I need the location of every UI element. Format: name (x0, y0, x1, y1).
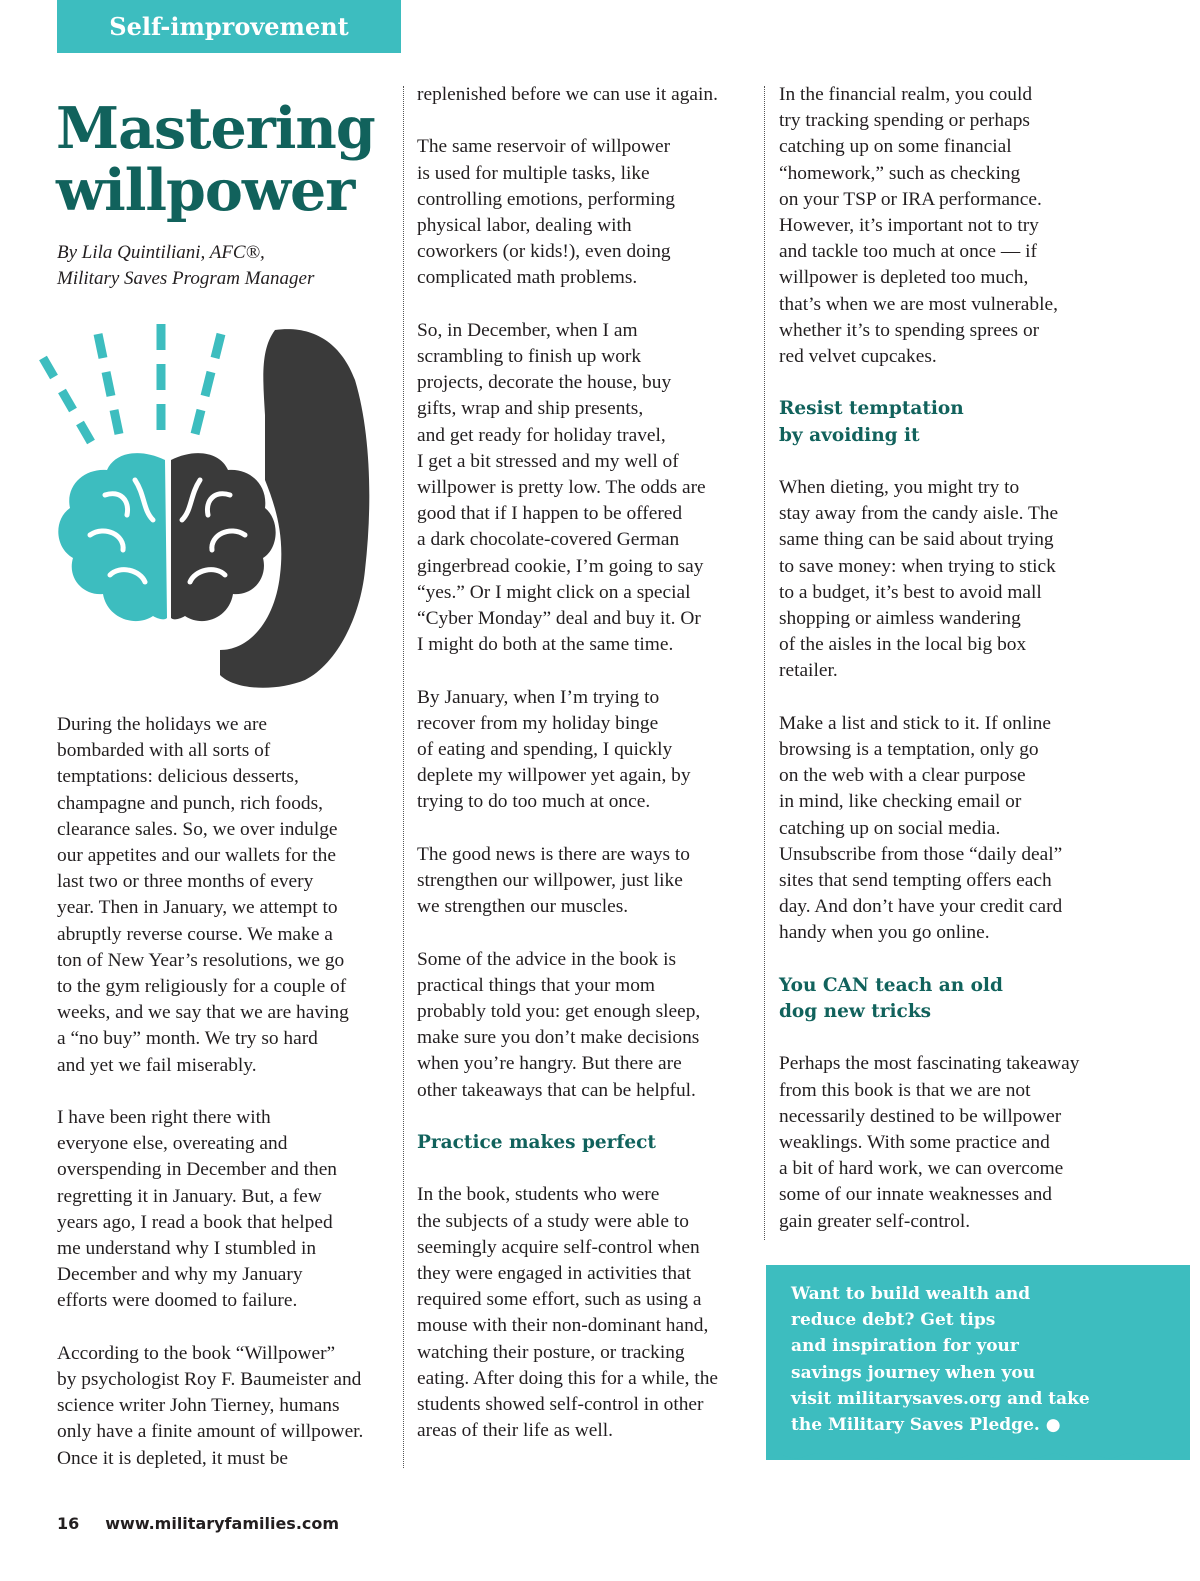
paragraph: Perhaps the most fascinating takeaway from this book is that we are not necessarily destined to be willpower weaklings. With some practice and a bit of hard work, we can overcome some of our innate weaknesses and gain greater self-control. (779, 1053, 1080, 1232)
paragraph: In the financial realm, you could try tracking spending or perhaps catching up on some financial “homework,” such as checking on your TSP or IRA performance. However, it’s important not to try and tackle too much at once — if willpower is depleted too much, that’s when we are most vulnerable, whether it’s to spending sprees or red velvet cupcakes. (779, 84, 1058, 368)
article-column-3 (779, 82, 1124, 1261)
page-footer (57, 1514, 339, 1533)
paragraph: replenished before we can use it again. (417, 84, 718, 105)
section-tag: Self-improvement (57, 0, 401, 53)
column-divider (764, 86, 765, 1240)
paragraph: Make a list and stick to it. If online browsing is a temptation, only go on the web with a clear purpose in mind, like checking email or catching up on social media. Unsubscribe from those “daily deal” sites that send tempting offers each day. And don’t have your credit card handy when you go online. (779, 712, 1063, 944)
footer-url[interactable]: www.militaryfamilies.com (105, 1514, 340, 1533)
section-heading: You CAN teach an old dog new tricks (779, 974, 1003, 1023)
paragraph: Some of the advice in the book is practical things that your mom probably told you: get enough sleep, make sure you don’t make decisions when you’re hangry. But there are other takeaways that can be helpful. (417, 948, 701, 1101)
flexed-arm-brain-icon (35, 320, 385, 690)
paragraph: According to the book “Willpower” by psychologist Roy F. Baumeister and science writer John Tierney, humans only have a finite amount of willpower. Once it is depleted, it must be (57, 1342, 364, 1469)
callout-text: Want to build wealth and reduce debt? Get tips and inspiration for your savings journey when you visit militarysaves.org and take the Military Saves Pledge. ● (791, 1284, 1090, 1436)
paragraph: In the book, students who were the subjects of a study were able to seemingly acquire self-control when they were engaged in activities that required some effort, such as using a mouse with their non-dominant hand, watching their posture, or tracking eating. After doing this for a while, the students showed self-control in other areas of their life as well. (417, 1184, 719, 1442)
page-number: 16 (57, 1514, 80, 1533)
callout-box (766, 1265, 1190, 1460)
article-column-1 (57, 712, 397, 1498)
section-heading: Resist temptation by avoiding it (779, 398, 964, 446)
paragraph: During the holidays we are bombarded with all sorts of temptations: delicious desserts, champagne and punch, rich foods, clearance sales. So, we over indulge our appetites and our wallets for the last two or three months of every year. Then in January, we attempt to abruptly reverse course. We make a ton of New Year’s resolutions, we go to the gym religiously for a couple of weeks, and we say that we are having a “no buy” month. We try so hard and yet we fail miserably. (57, 714, 349, 1076)
section-heading: Practice makes perfect (417, 1132, 656, 1154)
article-title: Mastering willpower (56, 95, 375, 224)
article-column-2 (417, 82, 757, 1471)
paragraph: By January, when I’m trying to recover from my holiday binge of eating and spending, I quickly deplete my willpower yet again, by trying to do too much at once. (417, 686, 691, 813)
torn-edge-decoration (766, 1445, 1190, 1469)
paragraph: So, in December, when I am scrambling to finish up work projects, decorate the house, buy gifts, wrap and ship presents, and get ready for holiday travel, I get a bit stressed and my well of willpower is pretty low. The odds are good that if I happen to be offered a dark chocolate-covered German gingerbread cookie, I’m going to say “yes.” Or I might click on a special “Cyber Monday” deal and buy it. Or I might do both at the same time. (417, 319, 706, 656)
paragraph: The good news is there are ways to strengthen our willpower, just like we strengthen our muscles. (417, 843, 691, 918)
author-byline: By Lila Quintiliani, AFC®, Military Saves Program Manager (57, 242, 315, 289)
paragraph: I have been right there with everyone else, overeating and overspending in December and then regretting it in January. But, a few years ago, I read a book that helped me understand why I stumbled in December and why my January efforts were doomed to failure. (57, 1107, 337, 1312)
paragraph: When dieting, you might try to stay away from the candy aisle. The same thing can be said about trying to save money: when trying to stick to a budget, it’s best to avoid mall shopping or aimless wandering of the aisles in the local big box retailer. (779, 477, 1059, 682)
paragraph: The same reservoir of willpower is used for multiple tasks, like controlling emotions, performing physical labor, dealing with coworkers (or kids!), even doing complicated math problems. (417, 136, 675, 289)
column-divider (403, 86, 404, 1468)
